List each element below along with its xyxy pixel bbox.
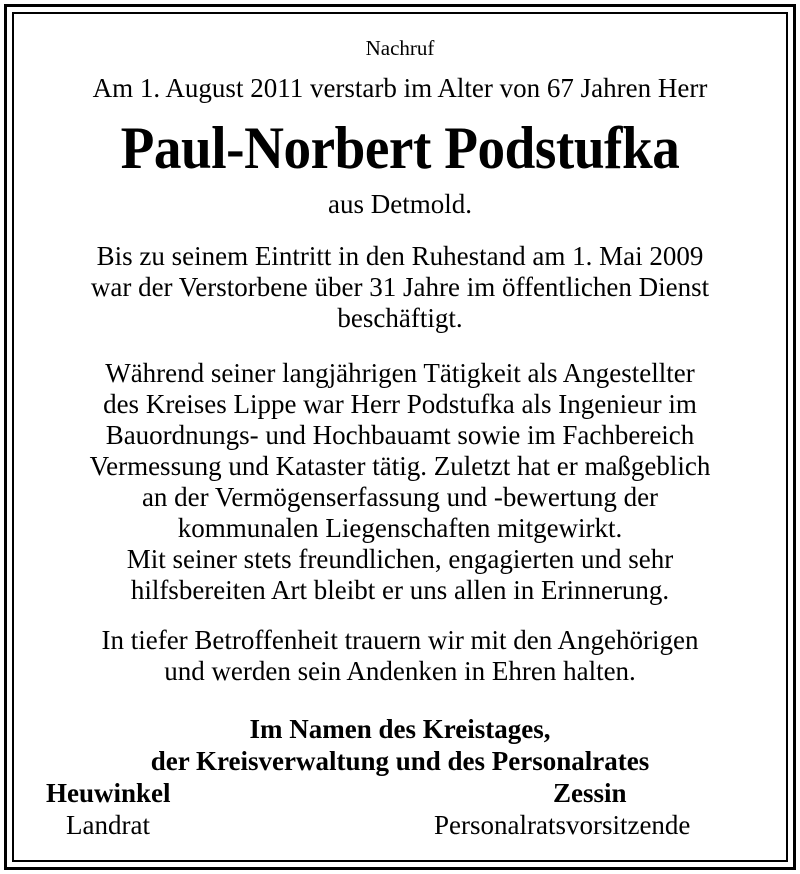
paragraph-career-details	[14, 358, 786, 606]
signoff-line: Im Namen des Kreistages,	[249, 714, 551, 744]
paragraph-line: und werden sein Andenken in Ehren halten.	[164, 656, 636, 686]
signatory-right-title: Personalratsvorsitzende	[434, 810, 691, 840]
paragraph-line: Mit seiner stets freundlichen, engagierten und sehr	[126, 544, 674, 574]
origin-line: aus Detmold.	[328, 189, 472, 219]
paragraph-line: des Kreises Lippe war Herr Podstufka als Ingenieur im	[103, 389, 697, 419]
paragraph-line: Vermessung und Kataster tätig. Zuletzt hat er maßgeblich	[89, 451, 711, 481]
paragraph-line: In tiefer Betroffenheit trauern wir mit den Angehörigen	[101, 625, 699, 655]
paragraph-line: Bis zu seinem Eintritt in den Ruhestand am 1. Mai 2009	[96, 241, 704, 271]
deceased-name: Paul-Norbert Podstufka	[120, 115, 680, 181]
paragraph-career-dates	[14, 241, 786, 334]
signatory-left-title: Landrat	[66, 810, 150, 840]
signoff-line: der Kreisverwaltung und des Personalrates	[150, 746, 650, 776]
paragraph-line: an der Vermögenserfassung und -bewertung der	[141, 482, 659, 512]
paragraph-line: war der Verstorbene über 31 Jahre im öffentlichen Dienst	[90, 272, 710, 302]
notice-heading: Nachruf	[365, 36, 435, 60]
signatory-left-name: Heuwinkel	[46, 778, 171, 808]
paragraph-line: Bauordnungs- und Hochbauamt sowie im Fachbereich	[105, 420, 695, 450]
paragraph-line: Während seiner langjährigen Tätigkeit als Angestellter	[105, 358, 695, 388]
paragraph-condolence	[14, 625, 786, 687]
paragraph-line: hilfsbereiten Art bleibt er uns allen in Erinnerung.	[130, 575, 670, 605]
signatory-right-name: Zessin	[553, 778, 627, 808]
signoff-block	[14, 713, 786, 777]
paragraph-line: kommunalen Liegenschaften mitgewirkt.	[177, 513, 623, 543]
paragraph-line: beschäftigt.	[337, 303, 463, 333]
intro-line: Am 1. August 2011 verstarb im Alter von 67 Jahren Herr	[92, 73, 708, 103]
obituary-notice	[14, 14, 786, 840]
